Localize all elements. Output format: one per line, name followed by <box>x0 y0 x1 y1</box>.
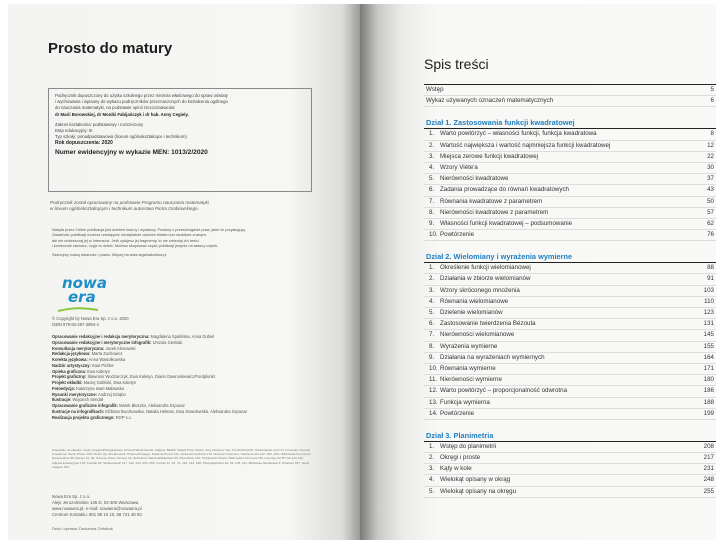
toc-section-heading: Dział 1. Zastosowania funkcji kwadratowej <box>424 117 716 129</box>
toc-entry-label: Równania kwadratowe z parametrem <box>440 197 543 205</box>
toc-entry-page: 30 <box>707 163 714 171</box>
credit-value: Jacek Kłosowski <box>105 345 136 351</box>
logo-text-bottom: era <box>68 288 96 306</box>
toc-entry-page: 103 <box>703 286 714 294</box>
toc-entry-label: Dzielenie wielomianów <box>440 309 503 316</box>
toc-entry <box>424 208 716 219</box>
toc-entry-page: 8 <box>710 130 714 138</box>
toc-entry-page: 145 <box>703 331 714 339</box>
toc-entry-number: 7. <box>429 197 435 205</box>
toc-gap <box>424 420 716 430</box>
toc-entry-page: 255 <box>703 487 714 495</box>
toc-entry-label: Warto powtórzyć – proporcjonalność odwrotna <box>440 387 568 395</box>
toc-entry-label: Nierówności kwadratowe z parametrem <box>440 208 549 216</box>
credit-value: Marta Zuchowicz <box>91 351 123 357</box>
toc-entry-number: 2. <box>429 141 435 149</box>
copyright-block <box>52 316 129 328</box>
toc-entry <box>424 319 716 330</box>
toc-entry-number: 3. <box>429 152 435 160</box>
men-number: Numer ewidencyjny w wykazie MEN: 1013/2/2020 <box>55 148 208 156</box>
credit-value: Marek Błoszko, Aleksandra Szpunar <box>119 403 185 408</box>
toc-entry <box>424 375 716 386</box>
credit-role: Redakcja językowa: <box>52 351 91 357</box>
toc-entry-number: 11. <box>429 376 438 384</box>
toc-entry-page: 180 <box>703 376 714 384</box>
toc-entry <box>424 84 716 96</box>
toc-entry-number: 3. <box>429 465 435 473</box>
toc-entry-number: 8. <box>429 342 435 350</box>
address-line: Nowa Era Sp. z o.o. <box>52 494 91 499</box>
toc-entry <box>424 475 716 486</box>
toc-entry-number: 3. <box>429 286 435 294</box>
credit-value: Elżbieta Buczkowska, Natalia Helman, Ewa Sowulewska, Aleksandra Szpunar <box>105 408 248 414</box>
toc-entry-label: Powtórzenie <box>440 409 475 417</box>
toc-entry-number: 5. <box>429 175 435 183</box>
address-line: Aleje Jerozolimskie 146 D, 02-305 Warszawa <box>52 500 139 505</box>
book-spread <box>8 4 716 540</box>
toc-entry <box>424 174 716 185</box>
credit-role: Opracowanie graficzne infografik: <box>52 403 118 408</box>
credit-role: Realizacja projektu graficznego: <box>52 414 115 420</box>
toc-gap <box>424 241 716 251</box>
toc-entry-page: 88 <box>707 264 714 272</box>
toc-entry-number: 13. <box>429 398 438 406</box>
address-line: www.nowaera.pl, e-mail: nowaera@nowaera.pl <box>52 506 142 511</box>
toc-entry-page: 50 <box>707 197 714 205</box>
toc-entry-label: Kąty w kole <box>440 465 472 473</box>
credit-role: Fotoedycja: <box>52 385 75 391</box>
scope-line: Typ szkoły: ponadpodstawowa (liceum ogólnokształcące i technikum) <box>55 134 187 140</box>
credit-value: Magdalena Spalińska, Anna Dubiel <box>150 334 215 339</box>
toc-entry <box>424 163 716 174</box>
logo-text-top: nowa <box>62 274 107 292</box>
toc-entry-label: Wartość największa i wartość najmniejsza funkcji kwadratowej <box>440 141 611 149</box>
toc-entry-page: 186 <box>703 387 714 395</box>
toc-title: Spis treści <box>424 56 489 72</box>
credit-role: Opracowanie redakcyjne i redakcja merytoryczna: <box>52 334 150 339</box>
info-line: w liceum ogólnokształcącym i technikum autorstwa Piotra Grabowskiego. <box>50 206 199 212</box>
toc-entry-page: 62 <box>707 219 714 227</box>
toc-entry-page: 231 <box>703 465 714 473</box>
left-page <box>8 4 360 540</box>
toc-entry-label: Działania w zbiorze wielomianów <box>440 275 531 283</box>
toc-entry-number: 7. <box>429 331 435 339</box>
credit-row <box>52 415 314 421</box>
print-info: Druk i oprawa: Drukarnia Orthdruk <box>52 526 113 531</box>
info-line: Podręcznik został opracowany na podstawie Programu nauczania matematyki <box>50 200 209 205</box>
toc-entry <box>424 219 716 230</box>
toc-entry <box>424 364 716 375</box>
toc-entry <box>424 464 716 475</box>
approval-year: Rok dopuszczenia: 2020 <box>55 140 113 147</box>
credit-role: Opieka graficzna: <box>52 368 87 374</box>
toc-entry-number: 1. <box>429 264 435 272</box>
credit-value: Kaia Pichler <box>92 362 114 368</box>
program-info <box>50 200 290 213</box>
isbn-text: ISBN 978-83-267-3894-4 <box>52 322 99 327</box>
toc-entry-number: 8. <box>429 208 435 216</box>
credit-role: Konsultacja merytoryczna: <box>52 345 105 351</box>
toc-entry-page: 199 <box>703 409 714 417</box>
toc-entry-page: 12 <box>707 141 714 149</box>
toc-entry-number: 9. <box>429 219 435 227</box>
toc-entry-label: Równania wymierne <box>440 364 496 372</box>
toc-entry-page: 248 <box>703 476 714 484</box>
toc-entry-label: Miejsca zerowe funkcji kwadratowej <box>440 152 539 160</box>
credit-value: Andrzej Dziąbo <box>97 391 126 397</box>
toc-entry <box>424 487 716 498</box>
toc-entry-label: Określenie funkcji wielomianowej <box>440 264 531 272</box>
copyright-text: © Copyright by Nowa Era Sp. z o.o. 2020 <box>52 316 129 321</box>
legal-line: ale nie umieszczaj jej w Internecie. Jeśli cytujesz jej fragmenty, to nie zmieniaj ich treści <box>52 238 199 243</box>
credit-role: Ilustracje: <box>52 397 72 403</box>
legal-line: Nabyta przez Ciebie publikacja jest dziełem twórcy i wydawcy. Prosimy o przestrzeganie praw, jakie im przysługują. <box>52 228 246 232</box>
toc-entry-page: 6 <box>710 97 714 105</box>
toc-entry <box>424 141 716 152</box>
toc-entry-label: Wykaz używanych oznaczeń matematycznych <box>426 97 554 105</box>
toc-entry-number: 2. <box>429 275 435 283</box>
toc-entry-page: 57 <box>707 208 714 216</box>
toc-entry-page: 155 <box>703 342 714 350</box>
credit-value: ROP s.c. <box>115 414 133 420</box>
toc-entry-page: 208 <box>703 442 714 450</box>
credit-value: Anna Wasiołkowska <box>88 357 126 362</box>
credits-list <box>52 334 314 420</box>
toc-entry <box>424 286 716 297</box>
toc-entry-label: Funkcja wymierna <box>440 398 490 406</box>
toc-entry-label: Warto powtórzyć – własności funkcji, funkcja kwadratowa <box>440 130 597 138</box>
credit-role: Nadzór artystyczny: <box>52 362 91 368</box>
toc-entry <box>424 129 716 140</box>
toc-entry-label: Okręgi i proste <box>440 454 481 462</box>
toc-entry-label: Zastosowanie twierdzenia Bézouta <box>440 320 536 328</box>
book-title: Prosto do matury <box>48 40 173 57</box>
toc-entry <box>424 330 716 341</box>
toc-entry-label: Wielokąt opisany na okręgu <box>440 487 517 495</box>
approval-line: i wychowania i wpisany do wykazu podręczników przeznaczonych do kształcenia ogólnego <box>55 99 228 105</box>
toc-entry-number: 12. <box>429 387 438 395</box>
toc-entry-label: Nierówności wielomianowe <box>440 331 515 339</box>
toc-section-heading: Dział 2. Wielomiany i wyrażenia wymierne <box>424 251 716 263</box>
toc-entry <box>424 96 716 107</box>
toc-entry <box>424 152 716 163</box>
toc-entry-page: 164 <box>703 353 714 361</box>
scope-line: Etap edukacyjny: III <box>55 128 93 134</box>
right-page <box>360 4 716 540</box>
scope-line: Zakres kształcenia: podstawowy i rozszerzony <box>55 121 144 127</box>
toc-entry <box>424 442 716 453</box>
toc-entry-number: 5. <box>429 487 435 495</box>
legal-notice <box>52 228 282 258</box>
approval-line: Podręcznik dopuszczony do użytku szkolnego przez ministra właściwego do spraw oświaty <box>55 93 228 98</box>
toc-entry-number: 1. <box>429 442 435 450</box>
toc-entry-page: 5 <box>710 86 714 93</box>
toc-entry-page: 91 <box>707 275 714 283</box>
toc-section-heading: Dział 3. Planimetria <box>424 430 716 442</box>
toc-entry-number: 2. <box>429 454 435 462</box>
table-of-contents <box>424 84 716 498</box>
toc-entry-page: 22 <box>707 152 714 160</box>
toc-entry <box>424 297 716 308</box>
toc-entry <box>424 185 716 196</box>
credit-role: Korekta językowa: <box>52 357 88 362</box>
toc-entry-page: 37 <box>707 175 714 183</box>
toc-entry-page: 188 <box>703 398 714 406</box>
legal-line: Zawartość publikacji możesz udostępnić nieodpłatnie osobom bliskim lub osobiście znanym, <box>52 233 207 238</box>
approval-line: do nauczania matematyki, na podstawie opinii rzeczoznawców: <box>55 105 176 111</box>
toc-entry-label: Wyrażenia wymierne <box>440 342 498 350</box>
toc-entry-label: Powtórzenie <box>440 231 475 239</box>
toc-entry-number: 6. <box>429 320 435 328</box>
toc-entry-label: Działania na wyrażeniach wymiernych <box>440 353 545 361</box>
credit-value: Maciej Galiński, Ewa Kaletyn <box>83 380 137 385</box>
toc-entry-label: Równania wielomianowe <box>440 297 509 305</box>
toc-entry <box>424 398 716 409</box>
toc-entry-label: Nierówności wymierne <box>440 376 502 384</box>
toc-entry-number: 5. <box>429 309 435 316</box>
reviewer-names: dr Marii Borowskiej, dr Moniki Fabijańczyk i dr hab. Anny Cegiely. <box>55 111 189 117</box>
toc-entry-number: 4. <box>429 476 435 484</box>
toc-entry-page: 123 <box>703 309 714 316</box>
toc-entry <box>424 409 716 420</box>
credit-role: Opracowanie redakcyjne i merytoryczne infografik: <box>52 339 152 345</box>
toc-entry-page: 43 <box>707 186 714 194</box>
toc-entry-number: 10. <box>429 231 438 239</box>
toc-entry-number: 6. <box>429 186 435 194</box>
toc-entry-number: 4. <box>429 297 435 305</box>
toc-entry-page: 217 <box>703 454 714 462</box>
publisher-address <box>52 494 142 518</box>
nowa-era-logo <box>56 274 107 310</box>
approval-box <box>48 88 312 192</box>
toc-entry-label: Wielokąt opisany w okrąg <box>440 476 511 484</box>
credit-value: Ewa Kaletyn <box>87 368 111 374</box>
toc-entry <box>424 197 716 208</box>
toc-gap <box>424 107 716 117</box>
toc-entry-number: 14. <box>429 409 438 417</box>
credit-role: Ilustracje na infografikach: <box>52 408 105 414</box>
toc-entry-number: 9. <box>429 353 435 361</box>
toc-entry <box>424 453 716 464</box>
toc-entry <box>424 230 716 241</box>
logo-swoosh-icon <box>56 307 100 313</box>
credit-value: Wojciech Sendał <box>72 397 103 403</box>
toc-entry-page: 171 <box>703 364 714 372</box>
address-line: Centrum Kontaktu: 801 88 10 10, 58 721 48 00 <box>52 512 142 517</box>
toc-entry-number: 1. <box>429 130 435 138</box>
toc-entry <box>424 263 716 274</box>
toc-entry-label: Wzory skróconego mnożenia <box>440 286 520 294</box>
toc-entry-page: 76 <box>707 231 714 239</box>
toc-entry-number: 4. <box>429 163 435 171</box>
toc-entry <box>424 353 716 364</box>
toc-entry-page: 131 <box>703 320 714 328</box>
toc-entry-label: Wzory Viète'a <box>440 163 478 171</box>
toc-entry-page: 110 <box>704 297 714 305</box>
toc-entry <box>424 386 716 397</box>
toc-entry <box>424 308 716 319</box>
toc-entry <box>424 342 716 353</box>
toc-entry-label: Wstęp <box>426 86 444 93</box>
toc-entry-number: 10. <box>429 364 438 372</box>
toc-entry-label: Własności funkcji kwadratowej – podsumowanie <box>440 219 573 227</box>
photo-credits: Fotografie na okładce: Getty Images/Photographers Choice/Hamid Sardar. Zdjęcia: BE&W: Dawid Prior/ Clicks, Tony Mowrey/ Yeti; CA Wordsworth; Shutterstock.com/ 31 / Pyramid; Konrad Kowalczyk; Stock Photo/ 106; Pixels (2); Shutterstock; Pinterest/images; National Press/ 121; Nowa Era Archive/ 176 / Everett Collection; Shutterstock/ 142, 160, 166 / Wikimedia Commons; Dreamstime/ 95; Alamy/ 21, 50; Science Photo Library/ 31; Schweizer Nationalbibliothek/ 96; Photodisc/ 215; Thinkstock/ iStock; Wikimedia Commons/ 89; Licencja CC BY-SA 4.0/ 134; Zdjęcia ilustracyjne/ 178; Fotolia/ 29; Shutterstock/ 117, 219, 244, 250, 256; Corbis/ 11, 45, 74, 124, 143, 198; Photographers/ 40, 62, 135, 211; Biblioteka Narodowa/ 4; Pixabay/ 237; Getty Images/ 251. <box>52 448 312 469</box>
credit-value: Urszula Gielniak <box>152 339 183 345</box>
toc-entry <box>424 274 716 285</box>
toc-entry-label: Zadania prowadzące do równań kwadratowych <box>440 186 569 194</box>
credit-role: Projekt graficzny: <box>52 374 87 380</box>
legal-line: i koniecznie zaznacz, czyje to dzieło. Możesz skopiować część publikacji jedynie na własny użytek. <box>52 244 219 249</box>
credit-value: Sławomir Wodzarczyk, Ewa Kaletyn, Diana Gawronkiewicz/Fordplunkt <box>87 374 215 380</box>
toc-entry-label: Wstęp do planimetrii <box>440 442 497 450</box>
credit-role: Projekt okładki: <box>52 380 83 385</box>
legal-line: Szanujmy cudzą własność i prawo. Więcej na www.legalnakultura.pl <box>52 252 167 257</box>
toc-entry-label: Nierówności kwadratowe <box>440 175 509 183</box>
credit-role: Rysunki merytoryczne: <box>52 391 98 397</box>
credit-value: Katarzyna Iwan-Malawska <box>76 385 124 391</box>
